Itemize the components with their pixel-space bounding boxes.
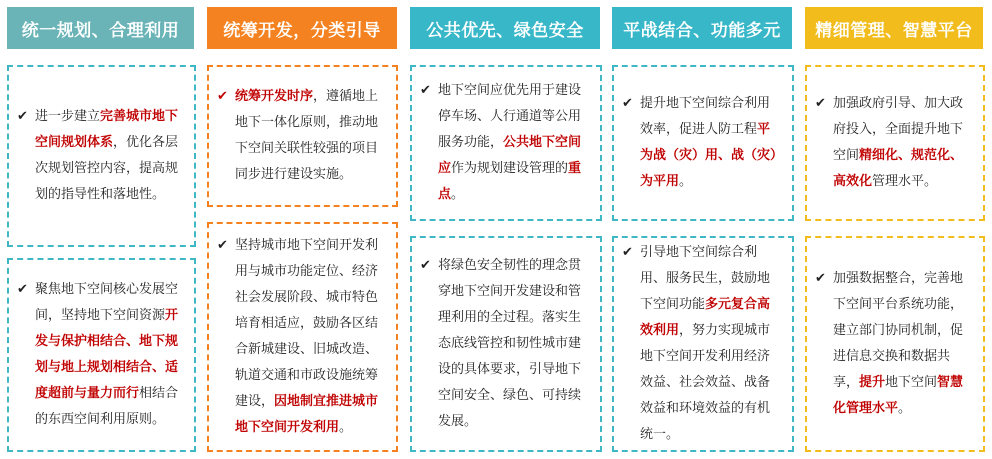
body-text: 引导地下空间综合利用、服务民生，鼓励地下空间功能 — [640, 245, 771, 312]
box-text — [35, 277, 184, 433]
check-icon: ✔ — [622, 96, 633, 111]
body-text: 地下空间应优先用于建设停车场、人行通道等公用服务功能， — [438, 83, 582, 150]
box-col-1-top — [7, 65, 196, 247]
box-text — [640, 91, 782, 195]
bullet-item — [622, 91, 782, 195]
bullet-item — [420, 253, 590, 435]
bullet-item — [420, 78, 590, 208]
body-text: 将绿色安全韧性的理念贯穿地下空间开发建设和管理利用的全过程。落实生态底线管控和韧性城市建设的具体要求，引导地下空间安全、绿色、可持续发展。 — [438, 258, 582, 429]
body-text: ，优化各层次规划管控内容，提高规划的指导性和落地性。 — [35, 135, 179, 202]
check-icon: ✔ — [217, 89, 228, 104]
bullet-item — [17, 277, 184, 433]
box-col-4-top — [612, 65, 794, 221]
header-col-5: 精细管理、智慧平台 — [805, 7, 983, 49]
body-text: 。 — [339, 420, 353, 435]
body-text: 作为规划建设管理的 — [451, 161, 569, 176]
check-icon: ✔ — [217, 238, 228, 253]
body-text: ，努力实现城市地下空间开发利用经济效益、社会效益、战备效益和环境效益的有机统一。 — [640, 323, 771, 442]
bullet-item — [815, 91, 973, 195]
body-text: 。 — [451, 187, 465, 202]
bullet-item — [815, 266, 973, 422]
check-icon: ✔ — [815, 96, 826, 111]
box-text — [833, 91, 973, 195]
highlight-text: 因地制宜推进城市地下空间开发利用 — [235, 394, 379, 435]
highlight-text: 公共地下空间应 — [438, 135, 582, 176]
box-col-5-top — [805, 65, 985, 221]
highlight-text: 智慧化管理水平 — [833, 375, 964, 416]
body-text: 地下空间 — [885, 375, 938, 390]
body-text: 坚持城市地下空间开发利用与城市功能定位、经济社会发展阶段、城市特色培育相适应，鼓励各区结合新城建设、旧城改造、轨道交通和市政设施统筹建设， — [235, 238, 379, 409]
body-text: 进一步建立 — [35, 109, 101, 124]
header-col-2: 统筹开发，分类引导 — [207, 7, 397, 49]
body-text: 管理水平。 — [872, 174, 938, 189]
check-icon: ✔ — [17, 109, 28, 124]
bullet-item — [622, 240, 782, 448]
box-text — [438, 78, 590, 208]
check-icon: ✔ — [420, 258, 431, 273]
body-text: 提升地下空间综合利用效率，促进人防工程 — [640, 96, 771, 137]
highlight-text: 完善城市地下空间规划体系 — [35, 109, 179, 150]
box-text — [235, 84, 386, 188]
highlight-text: 重点 — [438, 161, 582, 202]
box-col-5-bottom — [805, 236, 985, 452]
body-text: ，遵循地上地下一体化原则，推动地下空间关联性较强的项目同步进行建设实施。 — [235, 89, 379, 182]
box-text — [235, 233, 386, 441]
highlight-text: 开发与保护相结合、地下规划与地上规划相结合、适度超前与量力而行 — [35, 308, 179, 401]
box-col-2-top — [207, 65, 398, 207]
header-col-3: 公共优先、绿色安全 — [410, 7, 600, 49]
check-icon: ✔ — [420, 83, 431, 98]
check-icon: ✔ — [622, 245, 633, 260]
body-text: 相结合的东西空间利用原则。 — [35, 386, 179, 427]
highlight-text: 精细化、规范化、高效化 — [833, 148, 964, 189]
bullet-item — [217, 233, 386, 441]
box-col-2-bottom — [207, 222, 398, 452]
highlight-text: 平为战（灾）用、战（灾）为平用 — [640, 122, 777, 189]
highlight-text: 提升 — [859, 375, 886, 390]
box-text — [640, 240, 782, 448]
box-col-1-bottom — [7, 258, 196, 452]
box-text — [438, 253, 590, 435]
highlight-text: 多元复合高效利用 — [640, 297, 771, 338]
body-text: 聚焦地下空间核心发展空间，坚持地下空间资源 — [35, 282, 179, 323]
box-col-3-top — [410, 65, 602, 221]
check-icon: ✔ — [17, 282, 28, 297]
highlight-text: 统筹开发时序 — [235, 89, 314, 104]
body-text: 加强政府引导、加大政府投入，全面提升地下空间 — [833, 96, 964, 163]
bullet-item — [17, 104, 184, 208]
bullet-item — [217, 84, 386, 188]
header-col-4: 平战结合、功能多元 — [612, 7, 792, 49]
body-text: 加强数据整合，完善地下空间平台系统功能，建立部门协同机制，促进信息交换和数据共享， — [833, 271, 964, 390]
header-col-1: 统一规划、合理利用 — [7, 7, 194, 49]
box-text — [35, 104, 184, 208]
body-text: 。 — [898, 401, 912, 416]
box-col-4-bottom — [612, 236, 794, 452]
check-icon: ✔ — [815, 271, 826, 286]
box-col-3-bottom — [410, 236, 602, 452]
body-text: 。 — [679, 174, 693, 189]
box-text — [833, 266, 973, 422]
